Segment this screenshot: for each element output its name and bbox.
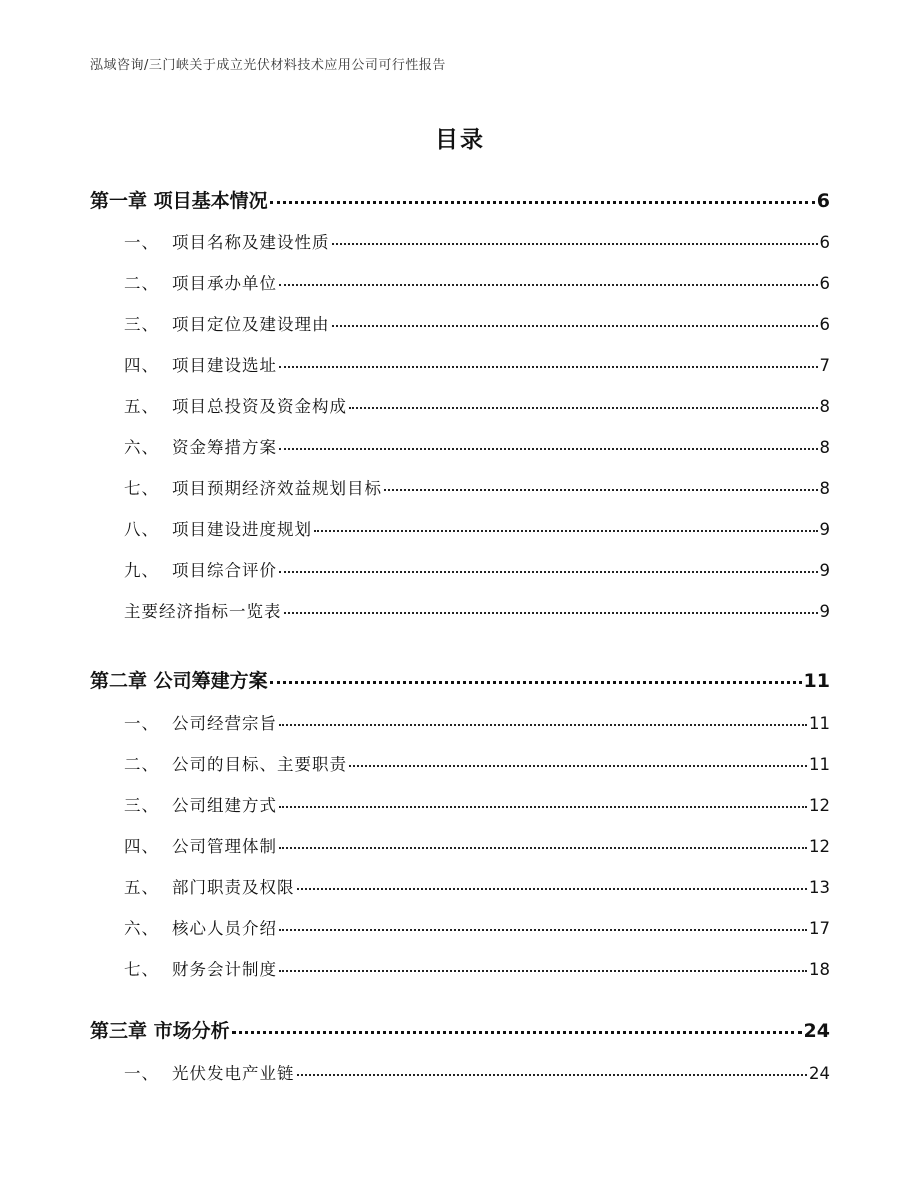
toc-dot-leader [284,612,818,614]
toc-page-number: 11 [803,670,830,692]
toc-section-entry[interactable] [124,833,830,857]
toc-section-entry[interactable] [124,598,830,622]
toc-entry-number: 五、 [124,878,159,897]
toc-entry-number: 一、 [124,1064,159,1083]
toc-page-number: 9 [819,520,830,539]
toc-page-number: 8 [819,438,830,457]
toc-entry-title: 项目总投资及资金构成 [172,397,347,416]
toc-entry-label [124,874,295,898]
toc-dot-leader [297,888,808,890]
toc-section-entry[interactable] [124,1060,830,1084]
toc-entry-number: 三、 [124,315,159,334]
toc-section-entry[interactable] [124,956,830,980]
toc-entry-title: 核心人员介绍 [172,919,277,938]
toc-entry-title: 项目承办单位 [172,274,277,293]
toc-entry-label [90,666,268,693]
toc-entry-number: 一、 [124,233,159,252]
toc-entry-title: 公司经营宗旨 [172,714,277,733]
toc-page-number: 7 [819,356,830,375]
toc-entry-title: 项目建设选址 [172,356,277,375]
toc-entry-title: 项目定位及建设理由 [172,315,330,334]
toc-section-entry[interactable] [124,516,830,540]
toc-section-entry[interactable] [124,434,830,458]
toc-entry-number: 第二章 [90,670,148,692]
toc-entry-label [90,186,268,213]
toc-section-entry[interactable] [124,751,830,775]
toc-entry-label [124,516,312,540]
toc-section-entry[interactable] [124,270,830,294]
toc-entry-title: 公司的目标、主要职责 [172,755,347,774]
toc-entry-number: 七、 [124,479,159,498]
toc-section-entry[interactable] [124,393,830,417]
toc-dot-leader [279,970,807,972]
toc-dot-leader [279,571,818,573]
toc-section-entry[interactable] [124,311,830,335]
toc-entry-number: 五、 [124,397,159,416]
toc-dot-leader [279,929,807,931]
toc-dot-leader [332,243,818,245]
toc-dot-leader [270,201,815,204]
toc-entry-title: 项目建设进度规划 [172,520,312,539]
toc-page-number: 6 [819,274,830,293]
toc-dot-leader [297,1074,808,1076]
toc-section-entry[interactable] [124,874,830,898]
toc-entry-title: 公司组建方式 [172,796,277,815]
toc-page-number: 24 [803,1020,830,1042]
toc-entry-label [90,1016,230,1043]
toc-dot-leader [279,806,807,808]
toc-page-number: 6 [816,190,830,212]
toc-entry-title: 主要经济指标一览表 [124,602,282,621]
toc-entry-title: 项目综合评价 [172,561,277,580]
toc-entry-label [124,710,277,734]
toc-page-number: 12 [809,796,830,815]
toc-entry-label [124,229,330,253]
toc-entry-title: 公司管理体制 [172,837,277,856]
toc-entry-number: 二、 [124,274,159,293]
toc-entry-number: 一、 [124,714,159,733]
toc-entry-label [124,915,277,939]
toc-chapter-entry[interactable] [90,1016,830,1043]
toc-entry-label [124,311,330,335]
toc-page-number: 8 [819,397,830,416]
toc-chapter-entry[interactable] [90,186,830,213]
toc-entry-title: 市场分析 [153,1020,230,1042]
toc-section-entry[interactable] [124,792,830,816]
toc-page-number: 18 [809,960,830,979]
toc-dot-leader [279,284,818,286]
toc-section-entry[interactable] [124,475,830,499]
toc-entry-number: 三、 [124,796,159,815]
toc-entry-title: 项目预期经济效益规划目标 [172,479,382,498]
toc-entry-number: 第一章 [90,190,148,212]
toc-entry-label [124,270,277,294]
toc-title: 目录 [435,127,485,153]
toc-dot-leader [349,407,818,409]
toc-entry-label [124,434,277,458]
toc-dot-leader [279,448,818,450]
toc-entry-number: 七、 [124,960,159,979]
toc-entry-title: 项目名称及建设性质 [172,233,330,252]
toc-entry-title: 财务会计制度 [172,960,277,979]
toc-page-number: 13 [809,878,830,897]
toc-dot-leader [279,366,818,368]
toc-entry-number: 二、 [124,755,159,774]
toc-entry-label [124,833,277,857]
toc-entry-number: 六、 [124,438,159,457]
toc-dot-leader [279,724,807,726]
toc-dot-leader [314,530,818,532]
toc-entry-title: 项目基本情况 [153,190,268,212]
toc-page-number: 9 [819,602,830,621]
toc-section-entry[interactable] [124,352,830,376]
toc-entry-title: 部门职责及权限 [172,878,295,897]
toc-entry-label [124,393,347,417]
toc-page-number: 11 [809,755,830,774]
toc-entry-label [124,1060,295,1084]
toc-entry-label [124,557,277,581]
toc-entry-number: 四、 [124,356,159,375]
toc-page-number: 11 [809,714,830,733]
toc-section-entry[interactable] [124,229,830,253]
toc-entry-number: 六、 [124,919,159,938]
toc-entry-title: 资金筹措方案 [172,438,277,457]
toc-entry-number: 八、 [124,520,159,539]
toc-page-number: 6 [819,233,830,252]
toc-dot-leader [384,489,818,491]
toc-entry-label [124,352,277,376]
toc-section-entry[interactable] [124,710,830,734]
toc-dot-leader [270,681,802,684]
toc-page-number: 6 [819,315,830,334]
toc-dot-leader [279,847,807,849]
toc-entry-label [124,475,382,499]
toc-dot-leader [232,1031,802,1034]
toc-page-number: 17 [809,919,830,938]
toc-dot-leader [349,765,807,767]
toc-entry-label [124,956,277,980]
toc-chapter-entry[interactable] [90,666,830,693]
toc-page-number: 9 [819,561,830,580]
toc-entry-label [124,792,277,816]
toc-entry-title: 公司筹建方案 [153,670,268,692]
toc-section-entry[interactable] [124,915,830,939]
toc-entry-label [124,598,282,622]
toc-entry-title: 光伏发电产业链 [172,1064,295,1083]
toc-page-number: 12 [809,837,830,856]
toc-entry-number: 四、 [124,837,159,856]
toc-page-number: 24 [809,1064,830,1083]
toc-entry-label [124,751,347,775]
page-header: 泓域咨询/三门峡关于成立光伏材料技术应用公司可行性报告 [90,58,446,73]
toc-page-number: 8 [819,479,830,498]
toc-dot-leader [332,325,818,327]
toc-entry-number: 九、 [124,561,159,580]
toc-entry-number: 第三章 [90,1020,148,1042]
toc-section-entry[interactable] [124,557,830,581]
